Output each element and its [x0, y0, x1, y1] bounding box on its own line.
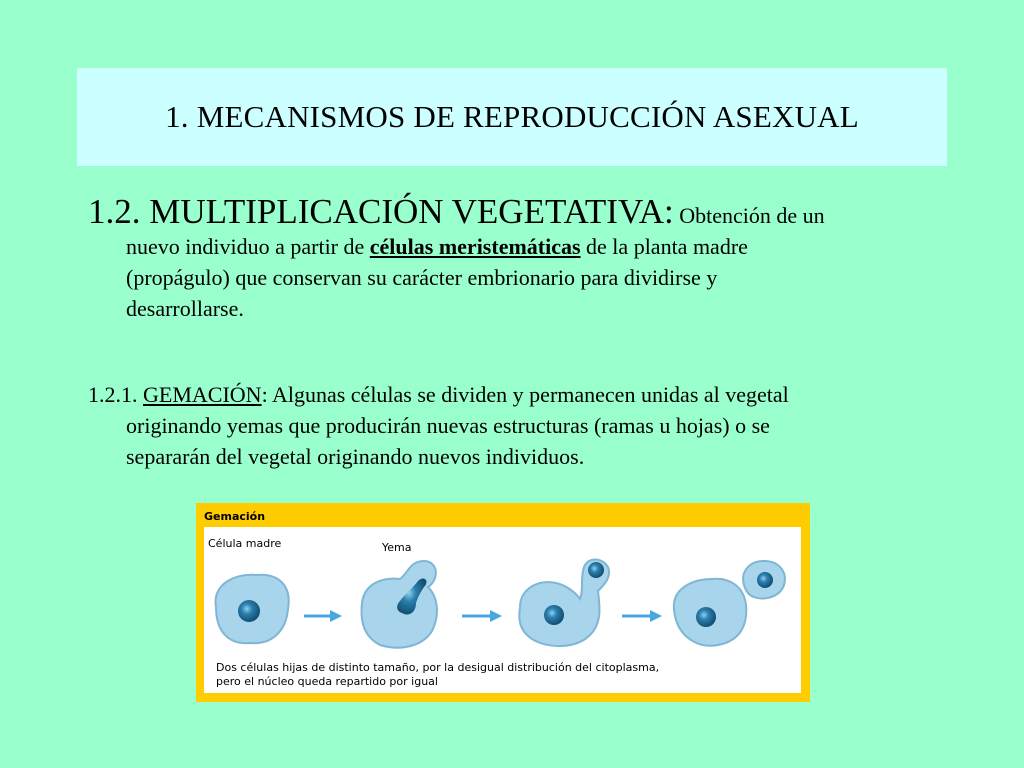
slide-title-box	[77, 68, 947, 166]
subsection-line-3: separarán del vegetal originando nuevos individuos.	[126, 444, 585, 469]
budding-figure	[196, 503, 810, 702]
nucleus-4-large	[696, 607, 716, 627]
subsection-paragraph	[88, 379, 948, 472]
subsection-number: 1.2.1.	[88, 382, 143, 407]
section-line-3: (propágulo) que conservan su carácter embrionario para dividirse y	[126, 265, 718, 290]
caption-line-2: pero el núcleo queda repartido por igual	[216, 675, 438, 688]
section-line-2	[88, 231, 948, 262]
bold-term: células meristemáticas	[369, 234, 581, 259]
label-mother-cell: Célula madre	[208, 537, 282, 550]
nucleus-4-small	[757, 572, 773, 588]
figure-panel	[204, 527, 801, 693]
section-paragraph	[88, 192, 948, 324]
subsection-line-2: originando yemas que producirán nuevas estructuras (ramas u hojas) o se	[126, 413, 770, 438]
section-heading: 1.2. MULTIPLICACIÓN VEGETATIVA:	[88, 192, 674, 231]
nucleus-1	[238, 600, 260, 622]
subsection-text-a: : Algunas células se dividen y permanecen unidas al vegetal	[261, 382, 789, 407]
arrow-1	[304, 610, 342, 622]
slide-title: 1. MECANISMOS DE REPRODUCCIÓN ASEXUAL	[165, 99, 859, 134]
figure-caption	[216, 661, 796, 689]
label-bud: Yema	[382, 541, 412, 554]
arrow-2	[462, 610, 502, 622]
figure-title: Gemación	[204, 510, 266, 523]
nucleus-3-mother	[544, 605, 564, 625]
section-text-c: de la planta madre	[580, 234, 748, 259]
section-line-4: desarrollarse.	[126, 296, 244, 321]
caption-line-1: Dos células hijas de distinto tamaño, por la desigual distribución del citoplasma,	[216, 661, 660, 674]
subsection-term: GEMACIÓN	[143, 382, 262, 407]
arrow-3	[622, 610, 662, 622]
nucleus-3-bud	[588, 562, 604, 578]
section-text-b: nuevo individuo a partir de	[126, 234, 370, 259]
section-text-a: Obtención de un	[673, 203, 825, 228]
